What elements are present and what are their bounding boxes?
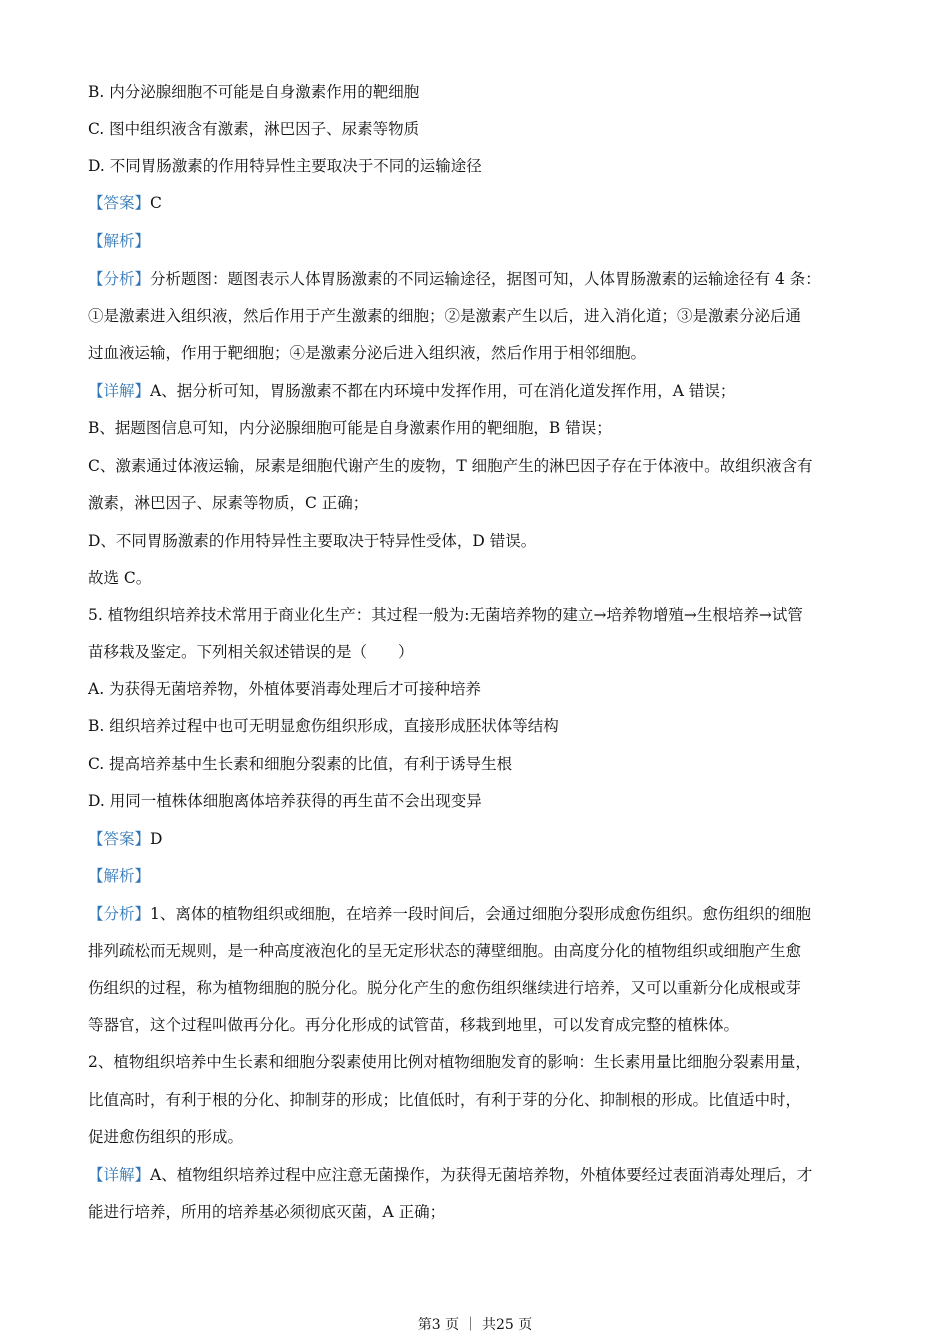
- q5-analysis-heading: [88, 866, 868, 886]
- q5-fenxi-line: 比值高时，有利于根的分化、抑制芽的形成；比值低时，有利于芽的分化、抑制根的形成。比值适中时，: [88, 1091, 802, 1109]
- q4-xiangjie-line: 激素，淋巴因子、尿素等物质，C 正确；: [88, 494, 369, 512]
- q5-fenxi-line: 排列疏松而无规则，是一种高度液泡化的呈无定形状态的薄壁细胞。由高度分化的植物组织或细胞产生愈: [88, 942, 802, 960]
- q5-fenxi-line: 促进愈伤组织的形成。: [88, 1128, 244, 1146]
- answer-value: C: [150, 194, 162, 212]
- q4-fenxi-line: 过血液运输，作用于靶细胞；④是激素分泌后进入组织液，然后作用于相邻细胞。: [88, 344, 647, 362]
- q5-option-a: A. 为获得无菌培养物，外植体要消毒处理后才可接种培养: [88, 680, 482, 698]
- q5-fenxi-line: 【分析】1、离体的植物组织或细胞，在培养一段时间后，会通过细胞分裂形成愈伤组织。愈伤组织的细胞: [88, 905, 811, 923]
- q5-stem-line: 5. 植物组织培养技术常用于商业化生产：其过程一般为:无菌培养物的建立→培养物增殖→生根培养→试管: [88, 606, 803, 624]
- q5-option-d: D. 用同一植株体细胞离体培养获得的再生苗不会出现变异: [88, 792, 482, 810]
- q4-analysis-heading: [88, 231, 868, 251]
- q5-fenxi-line: 2、植物组织培养中生长素和细胞分裂素使用比例对植物细胞发育的影响：生长素用量比细胞分裂素用量，: [88, 1053, 811, 1071]
- xiangjie-label: 【详解】: [88, 1166, 151, 1184]
- q4-xiangjie-line: D、不同胃肠激素的作用特异性主要取决于特异性受体，D 错误。: [88, 532, 537, 550]
- q5-fenxi-line: 等器官，这个过程叫做再分化。再分化形成的试管苗，移栽到地里，可以发育成完整的植株体。: [88, 1016, 740, 1034]
- q5-fenxi-line: 伤组织的过程，称为植物细胞的脱分化。脱分化产生的愈伤组织继续进行培养，又可以重新分化成根或芽: [88, 979, 802, 997]
- q4-xiangjie-line: 【详解】A、据分析可知，胃肠激素不都在内环境中发挥作用，可在消化道发挥作用，A 错误；: [88, 382, 736, 400]
- q4-option-d: D. 不同胃肠激素的作用特异性主要取决于不同的运输途径: [88, 157, 482, 175]
- q5-option-c: C. 提高培养基中生长素和细胞分裂素的比值，有利于诱导生根: [88, 755, 513, 773]
- q4-fenxi-line: 【分析】分析题图：题图表示人体胃肠激素的不同运输途径，据图可知，人体胃肠激素的运输途径有 4 条：: [88, 270, 821, 288]
- analysis-label: 【解析】: [88, 867, 151, 885]
- q4-xiangjie-line: B、据题图信息可知，内分泌腺细胞可能是自身激素作用的靶细胞，B 错误；: [88, 419, 612, 437]
- q4-option-c: C. 图中组织液含有激素，淋巴因子、尿素等物质: [88, 120, 420, 138]
- fenxi-label: 【分析】: [88, 905, 151, 923]
- q5-answer: [88, 829, 868, 849]
- answer-value: D: [150, 830, 163, 848]
- xiangjie-label: 【详解】: [88, 382, 151, 400]
- q5-xiangjie-line: 能进行培养，所用的培养基必须彻底灭菌，A 正确；: [88, 1203, 446, 1221]
- q4-fenxi-line: ①是激素进入组织液，然后作用于产生激素的细胞；②是激素产生以后，进入消化道；③是激素分泌后通: [88, 307, 802, 325]
- q5-stem-line: 苗移栽及鉴定。下列相关叙述错误的是（ ）: [88, 643, 414, 661]
- analysis-label: 【解析】: [88, 232, 151, 250]
- q4-answer: [88, 193, 868, 213]
- q5-option-b: B. 组织培养过程中也可无明显愈伤组织形成，直接形成胚状体等结构: [88, 717, 559, 735]
- q4-option-b: B. 内分泌腺细胞不可能是自身激素作用的靶细胞: [88, 83, 420, 101]
- q5-xiangjie-line: 【详解】A、植物组织培养过程中应注意无菌操作，为获得无菌培养物，外植体要经过表面消毒处理后，才: [88, 1166, 813, 1184]
- q4-xiangjie-line: C、激素通过体液运输，尿素是细胞代谢产生的废物，T 细胞产生的淋巴因子存在于体液中。故组织液含有: [88, 457, 813, 475]
- page-footer: 第3 页 ｜ 共25 页: [417, 1317, 533, 1333]
- answer-label: 【答案】: [88, 194, 151, 212]
- q4-xiangjie-line: 故选 C。: [88, 569, 152, 587]
- answer-label: 【答案】: [88, 830, 151, 848]
- fenxi-label: 【分析】: [88, 270, 151, 288]
